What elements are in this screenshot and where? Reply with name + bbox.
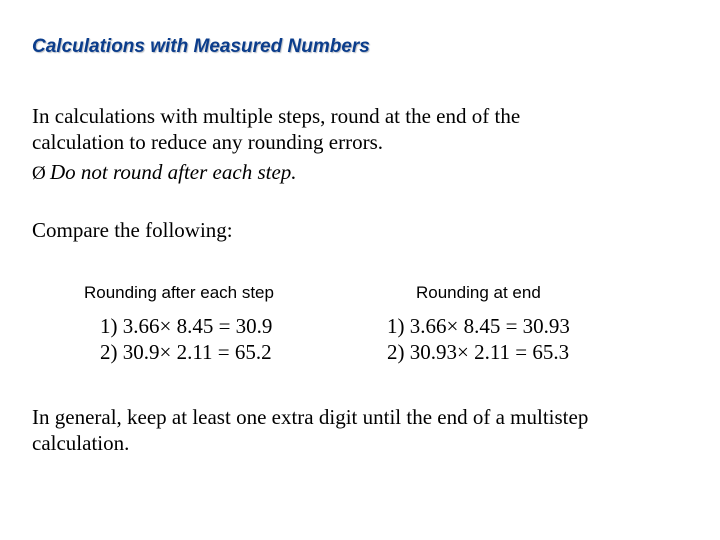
right-calc-line-1: 1) 3.66× 8.45 = 30.93 [387,314,570,338]
compare-label: Compare the following: [32,218,233,242]
conclusion-line-1: In general, keep at least one extra digit until the end of a multistep [32,405,589,429]
slide-title: Calculations with Measured Numbers [32,36,370,57]
arrow-bullet-icon: Ø [32,163,46,184]
right-column-calculations [387,313,570,365]
intro-line-1: In calculations with multiple steps, round at the end of the [32,104,521,128]
left-calc-line-2: 2) 30.9× 2.11 = 65.2 [100,340,272,364]
left-column-heading: Rounding after each step [84,283,274,302]
conclusion-paragraph [32,404,692,456]
bullet-item [32,159,297,187]
right-column-heading: Rounding at end [416,283,541,302]
left-calc-line-1: 1) 3.66× 8.45 = 30.9 [100,314,273,338]
intro-line-2: calculation to reduce any rounding errors. [32,130,384,154]
intro-paragraph [32,103,632,155]
right-calc-line-2: 2) 30.93× 2.11 = 65.3 [387,340,570,364]
conclusion-line-2: calculation. [32,431,130,455]
bullet-text: Do not round after each step. [50,160,297,184]
left-column-calculations [100,313,272,365]
